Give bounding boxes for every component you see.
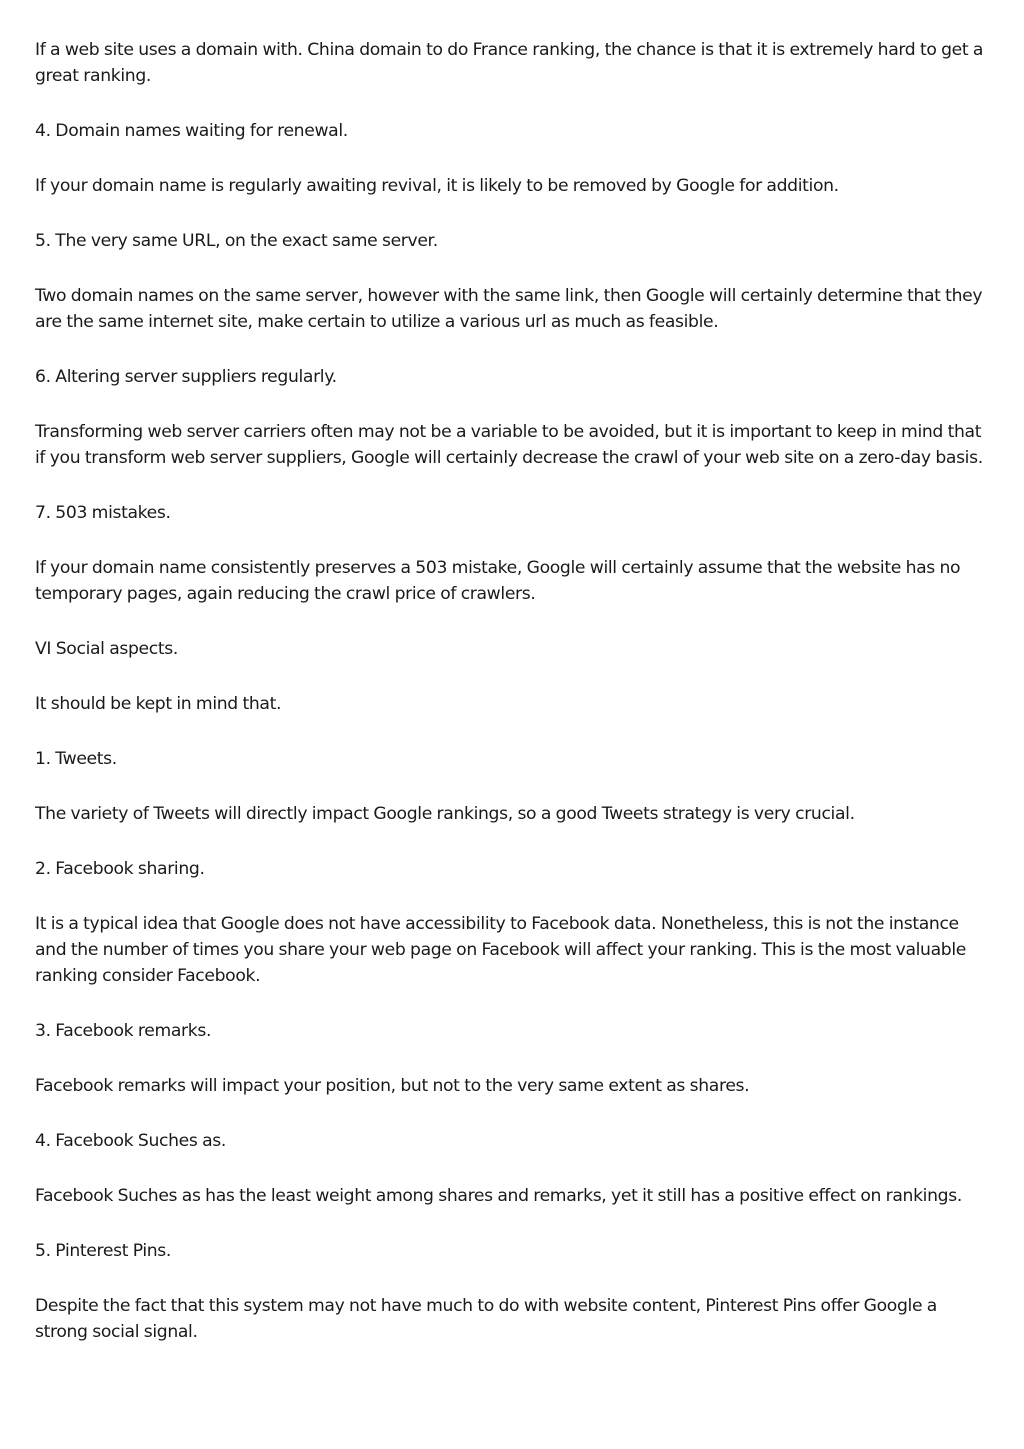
paragraph-503: If your domain name consistently preserves a 503 mistake, Google will certainly assume that the website has no temporary pages, again reducing the crawl price of crawlers. xyxy=(35,558,961,604)
paragraph-domain-country: If a web site uses a domain with. China domain to do France ranking, the chance is that it is extremely hard to get a great ranking. xyxy=(35,40,984,86)
paragraph-social-intro: It should be kept in mind that. xyxy=(35,694,282,714)
paragraph-renewal: If your domain name is regularly awaiting revival, it is likely to be removed by Google for addition. xyxy=(35,176,839,196)
list-heading-pinterest: 5. Pinterest Pins. xyxy=(35,1241,172,1261)
paragraph-pinterest: Despite the fact that this system may not have much to do with website content, Pinterest Pins offer Google a strong social signal. xyxy=(35,1296,937,1342)
section-heading-social: VI Social aspects. xyxy=(35,639,178,659)
list-heading-facebook-likes: 4. Facebook Suches as. xyxy=(35,1131,226,1151)
paragraph-facebook-sharing: It is a typical idea that Google does not have accessibility to Facebook data. Nonetheless, this is not the instance and the number of times you share your web page on Facebook will affect your ranking. This is the most valuable ranking consider Facebook. xyxy=(35,914,966,986)
paragraph-same-url: Two domain names on the same server, however with the same link, then Google will certainly determine that they are the same internet site, make certain to utilize a various url as much as feasible. xyxy=(35,286,983,332)
paragraph-tweets: The variety of Tweets will directly impact Google rankings, so a good Tweets strategy is very crucial. xyxy=(35,804,855,824)
list-heading-server-suppliers: 6. Altering server suppliers regularly. xyxy=(35,367,337,387)
list-heading-renewal: 4. Domain names waiting for renewal. xyxy=(35,121,348,141)
paragraph-server-suppliers: Transforming web server carriers often may not be a variable to be avoided, but it is important to keep in mind that if you transform web server suppliers, Google will certainly decrease the crawl of your web site on a zero-day basis. xyxy=(35,422,983,468)
list-heading-503: 7. 503 mistakes. xyxy=(35,503,171,523)
list-heading-same-url: 5. The very same URL, on the exact same server. xyxy=(35,231,438,251)
list-heading-facebook-sharing: 2. Facebook sharing. xyxy=(35,859,205,879)
paragraph-facebook-likes: Facebook Suches as has the least weight among shares and remarks, yet it still has a positive effect on rankings. xyxy=(35,1186,962,1206)
paragraph-facebook-remarks: Facebook remarks will impact your position, but not to the very same extent as shares. xyxy=(35,1076,750,1096)
list-heading-tweets: 1. Tweets. xyxy=(35,749,117,769)
list-heading-facebook-remarks: 3. Facebook remarks. xyxy=(35,1021,212,1041)
